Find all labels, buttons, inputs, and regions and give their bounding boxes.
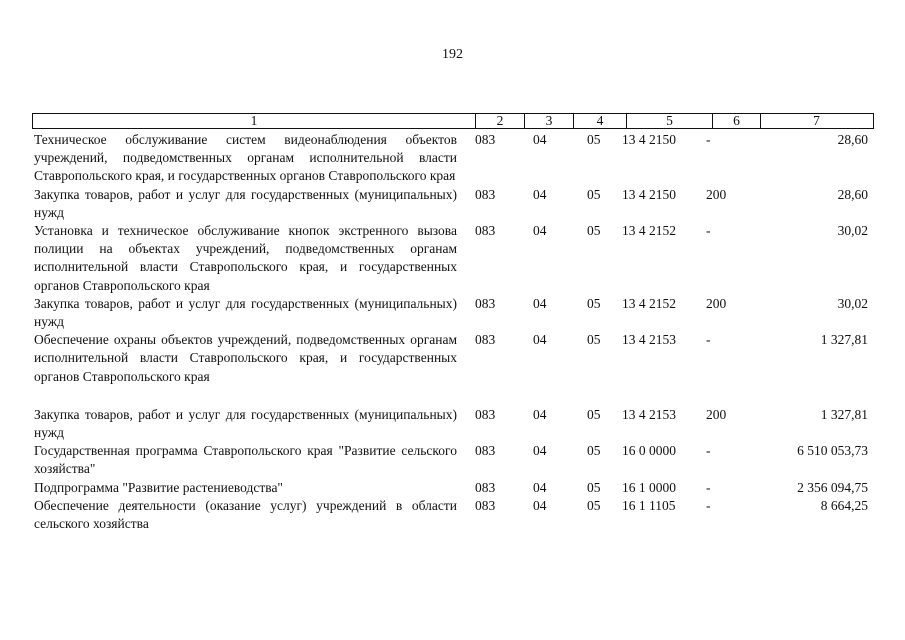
row-name: Закупка товаров, работ и услуг для государственных (муниципальных) нужд — [34, 406, 457, 441]
row-section-code: 04 — [533, 186, 547, 202]
row-expense-type: - — [706, 332, 711, 348]
row-target-code: 16 1 1105 — [622, 497, 676, 513]
row-subsection-code: 05 — [587, 497, 601, 513]
row-expense-type: - — [706, 497, 711, 513]
table-row — [34, 442, 874, 478]
row-name: Обеспечение охраны объектов учреждений, подведомственных органам исполнительной власти Ставропольского края, и государственных органов Ставропольского края — [34, 332, 457, 384]
row-target-code: 16 1 0000 — [622, 479, 676, 495]
row-target-code: 13 4 2153 — [622, 406, 676, 422]
row-section-code: 04 — [533, 132, 547, 147]
row-ministry-code: 083 — [475, 497, 496, 513]
row-expense-type: 200 — [706, 406, 727, 422]
row-spacer — [34, 386, 874, 406]
row-target-code: 13 4 2152 — [622, 295, 676, 311]
row-subsection-code: 05 — [587, 132, 601, 147]
row-name: Техническое обслуживание систем видеонаблюдения объектов учреждений, подведомственных органам исполнительной власти Ставропольского края, и государственных органов Ставропольского края — [34, 132, 457, 184]
row-target-code: 13 4 2153 — [622, 332, 676, 348]
row-ministry-code: 083 — [475, 295, 496, 311]
row-amount: 28,60 — [837, 186, 868, 202]
row-section-code: 04 — [533, 332, 547, 348]
row-ministry-code: 083 — [475, 332, 496, 348]
row-subsection-code: 05 — [587, 406, 601, 422]
header-col-6: 6 — [712, 114, 760, 128]
row-subsection-code: 05 — [587, 332, 601, 348]
row-subsection-code: 05 — [587, 443, 601, 459]
table-body — [34, 131, 874, 533]
row-section-code: 04 — [533, 443, 547, 459]
header-col-1: 1 — [250, 113, 258, 128]
header-col-7: 7 — [760, 114, 872, 128]
table-row — [34, 186, 874, 222]
row-name: Обеспечение деятельности (оказание услуг) учреждений в области сельского хозяйства — [34, 497, 457, 532]
row-expense-type: 200 — [706, 295, 727, 311]
row-expense-type: - — [706, 479, 711, 495]
row-expense-type: - — [706, 443, 711, 459]
table-row — [34, 479, 874, 497]
row-section-code: 04 — [533, 497, 547, 513]
row-amount: 28,60 — [837, 132, 868, 147]
row-amount: 30,02 — [837, 223, 868, 239]
row-section-code: 04 — [533, 406, 547, 422]
row-amount: 8 664,25 — [820, 497, 868, 513]
row-subsection-code: 05 — [587, 295, 601, 311]
row-target-code: 16 0 0000 — [622, 443, 676, 459]
table-row — [34, 295, 874, 331]
page-number: 192 — [442, 47, 463, 62]
row-name: Подпрограмма "Развитие растениеводства" — [34, 479, 283, 495]
row-section-code: 04 — [533, 223, 547, 239]
row-ministry-code: 083 — [475, 132, 496, 147]
row-target-code: 13 4 2150 — [622, 186, 676, 202]
row-expense-type: - — [706, 132, 711, 147]
table-header — [32, 113, 874, 129]
row-target-code: 13 4 2152 — [622, 223, 676, 239]
row-name: Закупка товаров, работ и услуг для государственных (муниципальных) нужд — [34, 295, 457, 330]
row-target-code: 13 4 2150 — [622, 132, 676, 147]
row-name: Закупка товаров, работ и услуг для государственных (муниципальных) нужд — [34, 186, 457, 220]
header-col-3: 3 — [524, 114, 573, 128]
row-expense-type: - — [706, 223, 711, 239]
header-col-5: 5 — [626, 114, 712, 128]
row-amount: 6 510 053,73 — [797, 443, 868, 459]
row-amount: 1 327,81 — [820, 406, 868, 422]
row-ministry-code: 083 — [475, 223, 496, 239]
row-name: Установка и техническое обслуживание кнопок экстренного вызова полиции на объектах учреждений, подведомственных органам исполнительной власти Ставропольского края, и государственных органов Ставропольского края — [34, 223, 457, 293]
row-ministry-code: 083 — [475, 406, 496, 422]
row-expense-type: 200 — [706, 186, 727, 202]
header-col-2: 2 — [475, 114, 524, 128]
row-subsection-code: 05 — [587, 479, 601, 495]
row-amount: 2 356 094,75 — [797, 479, 868, 495]
row-name: Государственная программа Ставропольского края "Развитие сельского хозяйства" — [34, 443, 457, 477]
table-row — [34, 406, 874, 442]
row-ministry-code: 083 — [475, 479, 496, 495]
header-col-4: 4 — [573, 114, 626, 128]
row-amount: 1 327,81 — [820, 332, 868, 348]
row-ministry-code: 083 — [475, 443, 496, 459]
table-row — [34, 331, 874, 386]
row-subsection-code: 05 — [587, 223, 601, 239]
row-section-code: 04 — [533, 295, 547, 311]
table-row — [34, 131, 874, 186]
row-section-code: 04 — [533, 479, 547, 495]
row-amount: 30,02 — [837, 295, 868, 311]
row-subsection-code: 05 — [587, 186, 601, 202]
row-ministry-code: 083 — [475, 186, 496, 202]
table-row — [34, 222, 874, 295]
table-row — [34, 497, 874, 533]
